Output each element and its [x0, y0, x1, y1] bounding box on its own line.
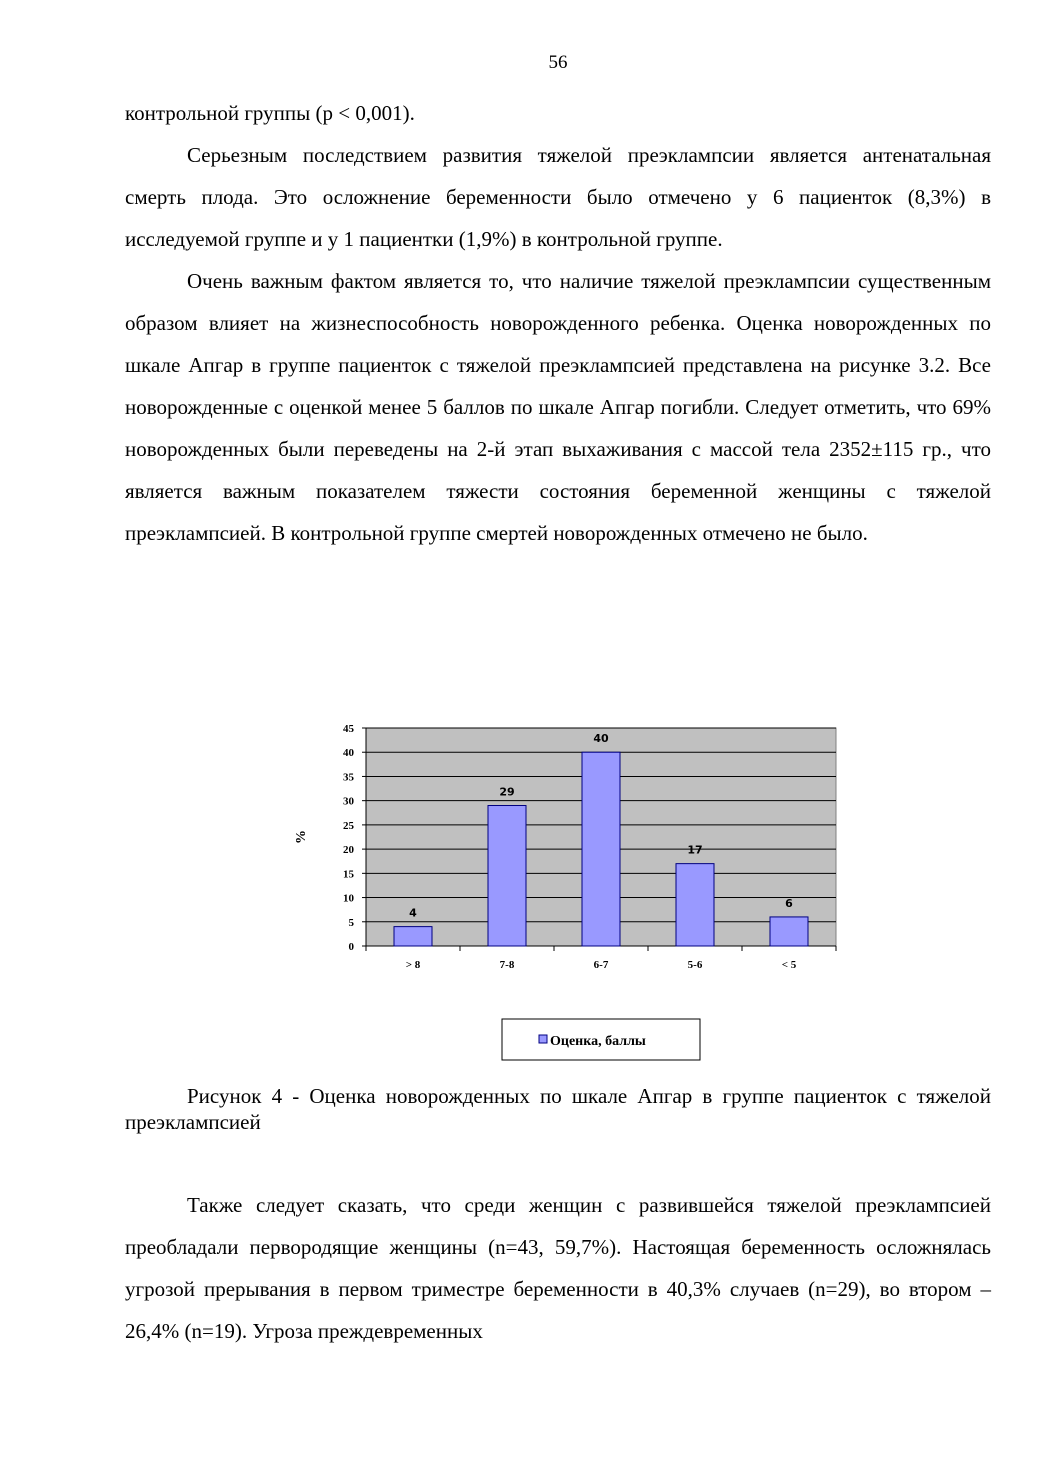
x-tick-label: 6-7 [593, 959, 609, 971]
y-tick-label: 0 [348, 941, 354, 953]
y-tick-label: 40 [343, 747, 354, 760]
bar-67 [582, 752, 620, 946]
data-label: 17 [687, 843, 703, 857]
legend-swatch [539, 1035, 547, 1043]
x-tick-label: 5-6 [687, 959, 703, 971]
y-tick-label: 25 [343, 819, 354, 832]
y-tick-label: 35 [343, 771, 354, 784]
figure-chart [270, 715, 870, 1075]
y-tick-label: 20 [343, 844, 354, 857]
body-text-bottom [125, 1184, 991, 1352]
apgar-bar-chart [270, 715, 870, 1075]
x-tick-label: < 5 [781, 959, 797, 971]
paragraph: Серьезным последствием развития тяжелой преэклампсии является антенатальная смерть плода. Это осложнение беременности было отмечено у 6 пациенток (8,3%) в исследуемой группе и у 1 пациентки (1,9%) в контрольной группе. [125, 143, 991, 251]
paragraph: контрольной группы (p < 0,001). [125, 101, 415, 125]
data-label: 6 [785, 896, 793, 910]
y-tick-label: 45 [343, 723, 354, 735]
page-number: 56 [548, 52, 568, 73]
bar-78 [488, 806, 526, 946]
x-tick-label: > 8 [405, 959, 421, 971]
legend-label: Оценка, баллы [550, 1034, 646, 1049]
y-tick-label: 10 [343, 892, 354, 905]
bar-5 [770, 917, 808, 946]
y-tick-label: 30 [343, 795, 354, 808]
y-tick-label: 5 [348, 916, 354, 929]
figure-caption: Рисунок 4 - Оценка новорожденных по шкале Апгар в группе пациенток с тяжелой преэклампсией [125, 1084, 991, 1134]
paragraph: Очень важным фактом является то, что наличие тяжелой преэклампсии существенным образом влияет на жизнеспособность новорожденного ребенка. Оценка новорожденных по шкале Апгар в группе пациенток с тяжелой преэклампсией представлена на рисунке 3.2. Все новорожденные с оценкой менее 5 баллов по шкале Апгар погибли. Следует отметить, что 69% новорожденных были переведены на 2-й этап выхаживания с массой тела 2352±115 гр., что является важным показателем тяжести состояния беременной женщины с тяжелой преэклампсией. В контрольной группе смертей новорожденных отмечено не было. [125, 269, 991, 545]
data-label: 4 [409, 906, 417, 920]
x-tick-label: 7-8 [499, 959, 515, 971]
data-label: 29 [499, 785, 515, 799]
bar-56 [676, 864, 714, 946]
bar-8 [394, 927, 432, 946]
y-tick-label: 15 [343, 868, 354, 881]
body-text-top [125, 92, 991, 554]
data-label: 40 [593, 732, 609, 746]
paragraph: Также следует сказать, что среди женщин с развившейся тяжелой преэклампсией преобладали первородящие женщины (n=43, 59,7%). Настоящая беременность осложнялась угрозой прерывания в первом триместре беременности в 40,3% случаев (n=29), во втором – 26,4% (n=19). Угроза преждевременных [125, 1193, 991, 1343]
y-axis-label: % [294, 830, 309, 844]
